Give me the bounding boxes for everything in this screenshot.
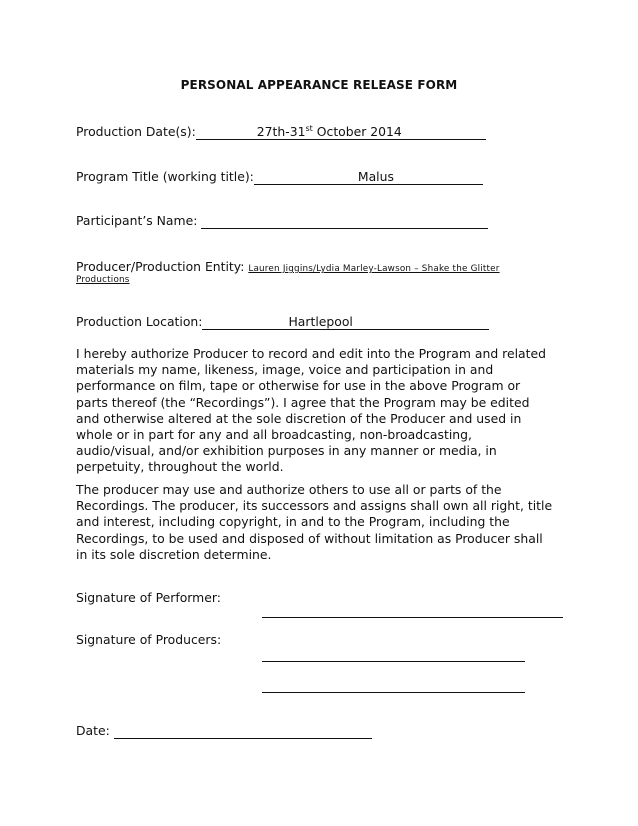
paragraph-line: audio/visual, and/or exhibition purposes in any manner or media, in — [76, 443, 497, 459]
paragraph-line: and interest, including copyright, in and to the Program, including the — [76, 514, 510, 530]
producer-entity-value-line1: Lauren Jiggins/Lydia Marley-Lawson – Shake the Glitter — [248, 264, 500, 274]
production-dates-field[interactable] — [196, 122, 486, 140]
production-location-row — [76, 314, 489, 330]
participant-name-field[interactable] — [201, 214, 488, 229]
paragraph-line: whole or in part for any and all broadcasting, non-broadcasting, — [76, 427, 472, 443]
authorization-paragraph — [76, 346, 556, 476]
signature-producer-line-2[interactable] — [262, 692, 525, 693]
date-field[interactable] — [114, 724, 372, 739]
signature-performer-label: Signature of Performer: — [76, 590, 221, 605]
paragraph-line: and otherwise altered at the sole discretion of the Producer and used in — [76, 410, 522, 426]
program-title-field[interactable] — [254, 170, 483, 185]
signature-producers-label: Signature of Producers: — [76, 632, 222, 647]
date-label: Date: — [76, 723, 110, 738]
production-dates-value: 27th-31st October 2014 — [256, 124, 402, 140]
participant-name-label: Participant’s Name: — [76, 213, 198, 228]
production-location-field[interactable] — [202, 315, 489, 330]
production-dates-row — [76, 122, 486, 140]
paragraph-line: Recordings, to be used and disposed of without limitation as Producer shall — [76, 530, 543, 546]
paragraph-line: parts thereof (the “Recordings”). I agree that the Program may be edited — [76, 394, 530, 410]
paragraph-line: performance on film, tape or otherwise for use in the above Program or — [76, 378, 521, 394]
paragraph-line: The producer may use and authorize others to use all or parts of the — [76, 482, 502, 497]
date-row — [76, 723, 372, 739]
production-location-value: Hartlepool — [288, 314, 353, 329]
producer-entity-row — [76, 259, 500, 277]
signature-producer-line-1[interactable] — [262, 661, 525, 662]
paragraph-line: materials my name, likeness, image, voice and participation in and — [76, 362, 494, 378]
paragraph-line: Recordings. The producer, its successors and assigns shall own all right, title — [76, 498, 553, 514]
signature-performer-line[interactable] — [262, 617, 563, 618]
paragraph-line: I hereby authorize Producer to record and edit into the Program and related — [76, 346, 546, 361]
production-dates-label: Production Date(s): — [76, 124, 196, 140]
program-title-value: Malus — [357, 169, 394, 184]
form-title: PERSONAL APPEARANCE RELEASE FORM — [180, 78, 458, 92]
paragraph-line: perpetuity, throughout the world. — [76, 459, 284, 475]
program-title-row — [76, 169, 483, 185]
producer-entity-label: Producer/Production Entity: — [76, 259, 245, 274]
rights-paragraph — [76, 482, 556, 563]
producer-entity-value-line2: Productions — [76, 275, 130, 285]
paragraph-line: in its sole discretion determine. — [76, 546, 272, 562]
production-location-label: Production Location: — [76, 314, 203, 329]
participant-name-row — [76, 213, 488, 229]
program-title-label: Program Title (working title): — [76, 169, 254, 184]
